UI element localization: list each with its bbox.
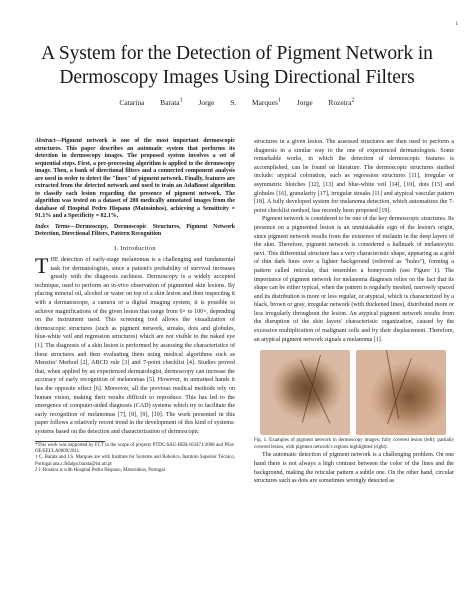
author-2: Jorge S. Marques$^1$ bbox=[198, 98, 281, 108]
author-3: Jorge Rozeira$^2$ bbox=[296, 98, 355, 108]
figure-caption: Fig. 1. Examples of pigment network in dermoscopy images: fully covered lesion (left); partially covered lesion, with pigment network's regions highlighted (right). bbox=[254, 438, 454, 450]
author-1: Catarina Barata$^1$ bbox=[119, 98, 183, 108]
dermoscopy-image-right bbox=[356, 350, 446, 435]
section-heading: I. Introduction bbox=[114, 244, 156, 252]
hair-stroke bbox=[302, 355, 321, 423]
paper-title bbox=[20, 42, 454, 90]
index-terms-label: Index Terms bbox=[35, 223, 70, 230]
left-column bbox=[35, 138, 235, 475]
right-paragraph-3: The automatic detection of pigment network is a challenging problem. On one hand there is not always a high contrast between the color of the lines and the background, making the reticular pattern a subtle one. On the other hand, circular structures such as dots are sometimes wrongly detected as bbox=[254, 452, 454, 485]
footnote-2: 1 C. Barata and J.S. Marques are with Institute for Systems and Robotics, Instituto Superior Técnico, Portugal ana.c.fidalgo.barata@ist.utl.pt bbox=[35, 455, 235, 467]
index-terms bbox=[35, 224, 235, 239]
right-column bbox=[254, 138, 454, 486]
dropcap: T bbox=[35, 253, 49, 279]
index-terms-text: —Dermoscopy, Dermoscopic Structures, Pigment Network Detection, Directional Filters, Pattern Recognition bbox=[35, 223, 235, 237]
hair-stroke bbox=[387, 358, 412, 424]
author-list bbox=[30, 98, 444, 107]
title-line-1: A System for the Detection of Pigment Network in bbox=[41, 43, 433, 64]
footnote-3: 2 J. Rozeira is with Hospital Pedro Hispano, Matosinhos, Portugal. bbox=[35, 468, 167, 474]
abstract-text: —Pigment network is one of the most important dermoscopic structures. This paper describes an automatic system that performs its detection in dermoscopy images. The proposed system involves a set of sequential steps. First, a pre-processing algorithm is applied to the dermoscopy image. Then, a bank of directional filters and a connected component analysis are used in order to detect the "lines" of pigment network. Finally, features are extracted from the detected network and used to train an AdaBoost algorithm to classify each lesion regarding the presence of pigment network. The algorithm was tested on a dataset of 200 medically annotated images from the database of Hospital Pedro Hispano (Matosinhos), achieving a Sensitivity = 91.1% and a Specificity = 82.1%. bbox=[35, 138, 235, 219]
abstract bbox=[35, 138, 235, 221]
dermoscopy-image-left bbox=[260, 350, 350, 435]
right-paragraph-2: Pigment network is considered to be one of the key dermoscopic structures. Its presence on a pigmented lesion is an unmistakable sign of the lesion's origin, since pigment network results from the existence of melanin in the deep layers of the skin. Therefore, pigment network is considered a hallmark of melanocytic nevi. This differential structure has a very characteristic shape, appearing as a grid of thin dark lines over a lighter background (referred as "holes"), forming a pattern called reticular, that resembles a honeycomb (see Figure 1). The importance of pigment network for melanoma diagnosis relies on the fact that its shape can be either typical, when the pattern is regularly meshed, narrowly spaced and its distribution is more or less regular, or atypical, which is characterized by a black, brown or gray, irregular network (with thickened lines), distributed more or less irregularly throughout the lesion. An atypical pigment network results from the disruption of the skin layers' characteristic organization, caused by the excessive multiplication of malignant cells and by their displacement. Therefore, an atypical pigment network signals a melanoma [1]. bbox=[254, 216, 454, 343]
figure-1 bbox=[260, 350, 454, 435]
abstract-label: Abstract bbox=[35, 138, 56, 144]
right-paragraph-1: structures in a given lesion. The assessed structures are then used to perform a diagnosis in a similar way to the one of experienced dermatologists. Some remarkable works, in which the detection of dermoscopic features is accomplished, can be found on literature. The dermoscopic structures studied include: atypical coloration, such as regression structures [11], irregular or asymmetric blotches [12], [13] and blue-white veil [14], [10], dots [15] and globules [16], granularity [17], irregular streaks [11] and atypical vascular pattern [18]. A fully developed system for melanoma detection, which automatizes the 7-point checklist method, has recently been proposed [19]. bbox=[254, 139, 454, 214]
page-number: 1 bbox=[455, 22, 458, 27]
intro-paragraph: THE detection of early-stage melanomas is a challenging and fundamental task for dermatologists, since a patient's probability of survival increases greatly with the diagnosis earliness. Dermoscopy is a widely accepted technique, used to perform an in-vivo observation of pigmented skin lesions. By placing mineral oil, alcohol or water on top of a skin lesion and then inspecting it with a dermatoscope, a camera or a digital imaging system, it is possible to achieve magnifications of the given lesion that range from 6× to 100×, depending on the instrument used. This screening tool allows the visualization of dermoscopic structures (such as pigment network, streaks, dots and globules, blue-white veil and regression structures) which are not visible to the naked eye [1]. The diagnosis of a skin lesion is performed by assessing the characteristics of these structures and then evaluating them using medical algorithms such as Menzies' Method [2], ABCD rule [3] and 7-point checklist [4]. Studies proved that, when applied by an experienced dermatologist, dermoscopy can increase the accuracy of early recognition of melanomas [5]. However, in untrained hands it has the opposite effect [6]. Moreover, all the previous medical methods rely on human vision, making their results difficult to reproduce. This has led to the emergence of computer-aided diagnosis (CAD) systems which try to facilitate the early recognition of melanomas [7], [8], [9], [10]. The work presented in this paper follows a relatively recent trend in the development of this kind of systems: systems based on the detection and characterization of dermoscopic bbox=[35, 253, 235, 435]
title-line-2: Dermoscopy Images Using Directional Filters bbox=[59, 67, 415, 88]
footnote-1: *This work was supported by FCT in the scope of projects PTDC/SAU-BEB/103471/2008 and PEst-OE/EEI/LA0009/2011. bbox=[35, 442, 235, 454]
